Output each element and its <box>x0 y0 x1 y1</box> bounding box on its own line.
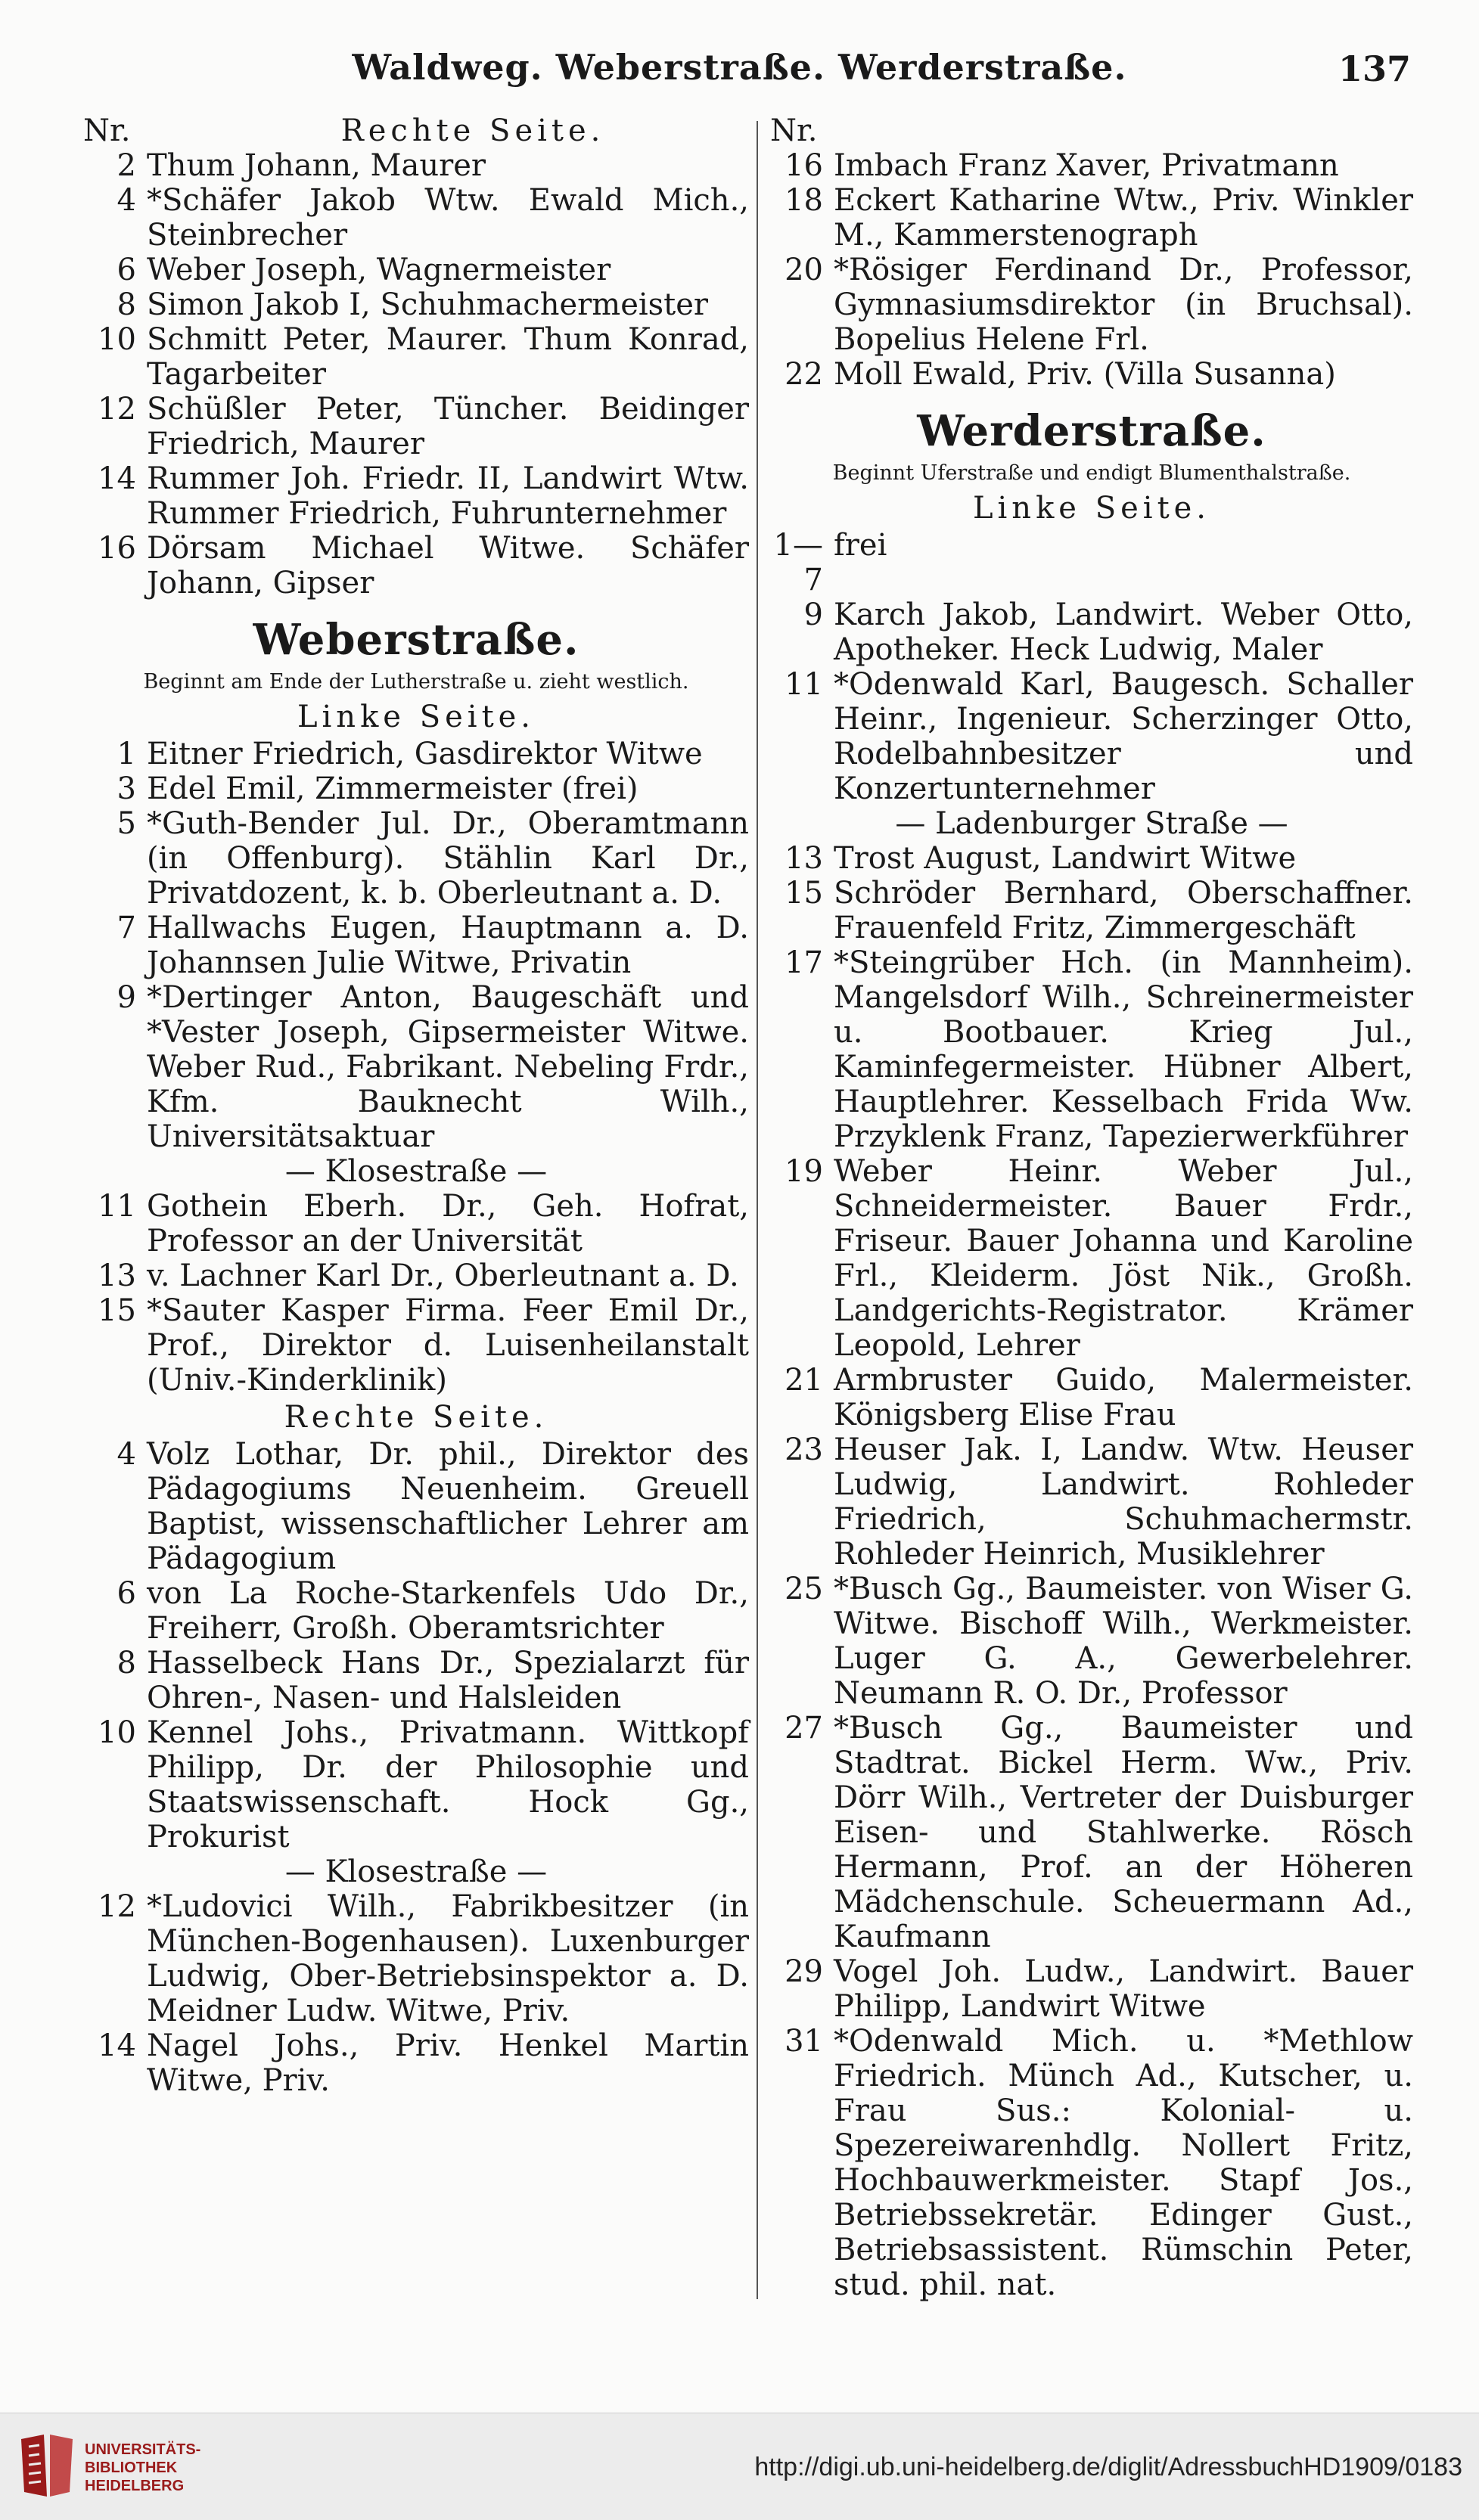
address-entry <box>770 1954 1413 2024</box>
house-number: 16 <box>785 148 823 183</box>
address-entry <box>83 322 749 392</box>
resident-text: Gothein Eberh. Dr., Geh. Hofrat, Professor an der Universität <box>147 1189 749 1258</box>
resident-text: *Ludovici Wilh., Fabrikbesitzer (in München-Bogenhausen). Luxenburger Ludwig, Ober-Betriebsinspektor a. D. Meidner Ludw. Witwe, Priv. <box>147 1889 749 2028</box>
side-label: Linke Seite. <box>972 491 1211 526</box>
house-number: 1 <box>117 737 136 771</box>
resident-text: *Sauter Kasper Firma. Feer Emil Dr., Prof., Direktor d. Luisenheilanstalt (Univ.-Kinderklinik) <box>147 1293 749 1398</box>
address-entry <box>83 737 749 771</box>
house-number: 4 <box>117 1437 136 1472</box>
resident-text: Imbach Franz Xaver, Privatmann <box>834 148 1339 183</box>
entry-list <box>83 148 749 601</box>
house-number: 20 <box>785 253 823 287</box>
address-entry <box>83 253 749 287</box>
house-number: 6 <box>117 253 136 287</box>
house-number: 4 <box>117 183 136 218</box>
house-number: 29 <box>785 1954 823 1989</box>
resident-text: Hasselbeck Hans Dr., Spezialarzt für Ohren-, Nasen- und Halsleiden <box>147 1646 749 1715</box>
house-number: 15 <box>785 876 823 911</box>
address-entry <box>770 667 1413 806</box>
resident-text: Schüßler Peter, Tüncher. Beidinger Friedrich, Maurer <box>147 392 749 461</box>
resident-text: Trost August, Landwirt Witwe <box>834 841 1297 876</box>
resident-text: Hallwachs Eugen, Hauptmann a. D. Johannsen Julie Witwe, Privatin <box>147 911 749 980</box>
address-entry <box>83 183 749 253</box>
house-number: 12 <box>98 1889 136 1924</box>
house-number: 21 <box>785 1363 823 1398</box>
resident-text: Weber Joseph, Wagnermeister <box>147 253 611 287</box>
address-entry <box>83 771 749 806</box>
house-number: 11 <box>98 1189 136 1224</box>
entry-list <box>83 1437 749 1854</box>
entry-list <box>770 528 1413 806</box>
house-number: 9 <box>117 980 136 1015</box>
side-label: Rechte Seite. <box>284 1400 548 1435</box>
library-name-line: BIBLIOTHEK <box>85 2459 178 2476</box>
side-label: Rechte Seite. <box>340 113 605 148</box>
resident-text: Vogel Joh. Ludw., Landwirt. Bauer Philipp, Landwirt Witwe <box>834 1954 1413 2024</box>
resident-text: Armbruster Guido, Malermeister. Königsberg Elise Frau <box>834 1363 1413 1432</box>
house-number: 15 <box>98 1293 136 1328</box>
library-name-line: UNIVERSITÄTS- <box>85 2441 201 2458</box>
street-title: Werderstraße. <box>917 406 1266 456</box>
house-number: 6 <box>117 1576 136 1611</box>
house-number: 11 <box>785 667 823 702</box>
address-entry <box>83 148 749 183</box>
library-logo-icon <box>14 2432 79 2501</box>
entry-list <box>83 737 749 1154</box>
resident-text: von La Roche-Starkenfels Udo Dr., Freiherr, Großh. Oberamtsrichter <box>147 1576 749 1646</box>
address-entry <box>83 1258 749 1293</box>
address-entry <box>770 183 1413 253</box>
entry-list <box>83 1189 749 1398</box>
resident-text: v. Lachner Karl Dr., Oberleutnant a. D. <box>147 1258 739 1293</box>
resident-text: Dörsam Michael Witwe. Schäfer Johann, Gipser <box>147 531 749 601</box>
resident-text: Eckert Katharine Wtw., Priv. Winkler M., Kammerstenograph <box>834 183 1413 253</box>
address-entry <box>770 876 1413 945</box>
address-entry <box>770 253 1413 357</box>
resident-text: Weber Heinr. Weber Jul., Schneidermeister. Bauer Frdr., Friseur. Bauer Johanna und Karoline Frl., Kleiderm. Jöst Nik., Großh. Landgerichts-Registrator. Krämer Leopold, Lehrer <box>834 1154 1413 1363</box>
house-number: 31 <box>785 2024 823 2059</box>
address-entry <box>770 945 1413 1154</box>
column-divider <box>757 121 758 2299</box>
house-number: 18 <box>785 183 823 218</box>
side-label: Linke Seite. <box>297 700 536 734</box>
library-name <box>85 2441 200 2495</box>
left-column <box>83 113 749 2098</box>
house-number: 8 <box>117 287 136 322</box>
resident-text: *Busch Gg., Baumeister. von Wiser G. Witwe. Bischoff Wilh., Werkmeister. Luger G. A., Gewerbelehrer. Neumann R. O. Dr., Professor <box>834 1572 1413 1711</box>
permalink-url[interactable]: http://digi.ub.uni-heidelberg.de/diglit/AdressbuchHD1909/0183 <box>754 2453 1462 2481</box>
address-entry <box>83 531 749 601</box>
house-number: 14 <box>98 2028 136 2063</box>
house-number: 19 <box>785 1154 823 1189</box>
address-entry <box>83 911 749 980</box>
resident-text: Simon Jakob I, Schuhmachermeister <box>147 287 709 322</box>
resident-text: Schröder Bernhard, Oberschaffner. Frauenfeld Fritz, Zimmergeschäft <box>834 876 1413 945</box>
address-entry <box>83 1293 749 1398</box>
address-entry <box>770 597 1413 667</box>
address-entry <box>770 1711 1413 1954</box>
library-footer <box>0 2413 1479 2520</box>
resident-text: frei <box>834 528 887 563</box>
house-number: 13 <box>785 841 823 876</box>
house-number: 8 <box>117 1646 136 1681</box>
address-entry <box>770 1363 1413 1432</box>
house-number: 16 <box>98 531 136 566</box>
house-number: 7 <box>117 911 136 945</box>
house-number: 9 <box>803 597 823 632</box>
resident-text: Nagel Johs., Priv. Henkel Martin Witwe, Priv. <box>147 2028 749 2098</box>
house-number: 10 <box>98 1715 136 1750</box>
entry-list <box>83 1889 749 2098</box>
resident-text: *Busch Gg., Baumeister und Stadtrat. Bickel Herm. Ww., Priv. Dörr Wilh., Vertreter der Duisburger Eisen- und Stahlwerke. Rösch Hermann, Prof. an der Höheren Mädchenschule. Scheuermann Ad., Kaufmann <box>834 1711 1413 1954</box>
resident-text: Eitner Friedrich, Gasdirektor Witwe <box>147 737 703 771</box>
library-name-line: HEIDELBERG <box>85 2478 185 2494</box>
house-number: 3 <box>117 771 136 806</box>
address-entry <box>770 1154 1413 1363</box>
house-number: 23 <box>785 1432 823 1467</box>
street-note: Beginnt am Ende der Lutherstraße u. zieht westlich. <box>143 670 689 694</box>
address-entry <box>770 841 1413 876</box>
cross-street: — Klosestraße — <box>284 1854 548 1889</box>
house-number: 22 <box>785 357 823 392</box>
address-entry <box>83 461 749 531</box>
cross-street: — Klosestraße — <box>284 1154 548 1189</box>
house-number: 13 <box>98 1258 136 1293</box>
address-entry <box>770 528 1413 597</box>
resident-text: Heuser Jak. I, Landw. Wtw. Heuser Ludwig, Landwirt. Rohleder Friedrich, Schuhmachermstr. Rohleder Heinrich, Musiklehrer <box>834 1432 1413 1572</box>
address-entry <box>83 1189 749 1258</box>
right-column <box>770 113 1413 2302</box>
house-number: 12 <box>98 392 136 427</box>
house-number: 5 <box>117 806 136 841</box>
house-number: 14 <box>98 461 136 496</box>
resident-text: Kennel Johs., Privatmann. Wittkopf Philipp, Dr. der Philosophie und Staatswissenschaft. Hock Gg., Prokurist <box>147 1715 749 1854</box>
address-entry <box>83 1576 749 1646</box>
street-note: Beginnt Uferstraße und endigt Blumenthalstraße. <box>832 461 1351 485</box>
cross-street: — Ladenburger Straße — <box>895 806 1288 841</box>
resident-text: *Odenwald Mich. u. *Methlow Friedrich. Münch Ad., Kutscher, u. Frau Sus.: Kolonial- u. Spezereiwarenhdlg. Nollert Fritz, Hochbauwerkmeister. Stapf Jos., Betriebssekretär. Edinger Gust., Betriebsassistent. Rümschin Peter, stud. phil. nat. <box>834 2024 1413 2302</box>
address-entry <box>770 148 1413 183</box>
address-entry <box>770 357 1413 392</box>
resident-text: Volz Lothar, Dr. phil., Direktor des Pädagogiums Neuenheim. Greuell Baptist, wissenschaftlicher Lehrer am Pädagogium <box>147 1437 749 1576</box>
house-number: 1—7 <box>773 528 823 597</box>
resident-text: *Odenwald Karl, Baugesch. Schaller Heinr., Ingenieur. Scherzinger Otto, Rodelbahnbesitzer und Konzertunternehmer <box>834 667 1413 806</box>
entry-list <box>770 841 1413 2302</box>
resident-text: *Rösiger Ferdinand Dr., Professor, Gymnasiumsdirektor (in Bruchsal). Bopelius Helene Frl. <box>834 253 1413 357</box>
resident-text: *Schäfer Jakob Wtw. Ewald Mich., Steinbrecher <box>147 183 749 253</box>
address-entry <box>83 2028 749 2098</box>
resident-text: Schmitt Peter, Maurer. Thum Konrad, Tagarbeiter <box>147 322 749 392</box>
address-entry <box>83 287 749 322</box>
house-number: 27 <box>785 1711 823 1746</box>
resident-text: Rummer Joh. Friedr. II, Landwirt Wtw. Rummer Friedrich, Fuhrunternehmer <box>147 461 749 531</box>
address-entry <box>770 1572 1413 1711</box>
street-title: Weberstraße. <box>253 615 579 665</box>
house-number: 17 <box>785 945 823 980</box>
nr-label: Nr. <box>770 113 818 148</box>
resident-text: Thum Johann, Maurer <box>147 148 486 183</box>
address-entry <box>770 2024 1413 2302</box>
address-entry <box>770 1432 1413 1572</box>
house-number: 10 <box>98 322 136 357</box>
address-entry <box>83 392 749 461</box>
address-entry <box>83 980 749 1154</box>
page-number: 137 <box>1338 48 1411 89</box>
running-head: Waldweg. Weberstraße. Werderstraße. <box>352 47 1127 88</box>
entry-list <box>770 148 1413 392</box>
resident-text: *Steingrüber Hch. (in Mannheim). Mangelsdorf Wilh., Schreinermeister u. Bootbauer. Krieg Jul., Kaminfegermeister. Hübner Albert, Hauptlehrer. Kesselbach Frida Ww. Przyklenk Franz, Tapezierwerkführer <box>834 945 1413 1154</box>
house-number: 25 <box>785 1572 823 1606</box>
house-number: 2 <box>117 148 136 183</box>
resident-text: Karch Jakob, Landwirt. Weber Otto, Apotheker. Heck Ludwig, Maler <box>834 597 1413 667</box>
address-entry <box>83 1646 749 1715</box>
resident-text: Edel Emil, Zimmermeister (frei) <box>147 771 639 806</box>
address-entry <box>83 1715 749 1854</box>
nr-label: Nr. <box>83 113 131 148</box>
resident-text: Moll Ewald, Priv. (Villa Susanna) <box>834 357 1336 392</box>
address-entry <box>83 1889 749 2028</box>
resident-text: *Guth-Bender Jul. Dr., Oberamtmann (in Offenburg). Stählin Karl Dr., Privatdozent, k. b. Oberleutnant a. D. <box>147 806 749 911</box>
address-entry <box>83 1437 749 1576</box>
column-header <box>83 113 749 148</box>
address-entry <box>83 806 749 911</box>
column-header <box>770 113 1413 148</box>
resident-text: *Dertinger Anton, Baugeschäft und *Vester Joseph, Gipsermeister Witwe. Weber Rud., Fabrikant. Nebeling Frdr., Kfm. Bauknecht Wilh., Universitätsaktuar <box>147 980 749 1154</box>
